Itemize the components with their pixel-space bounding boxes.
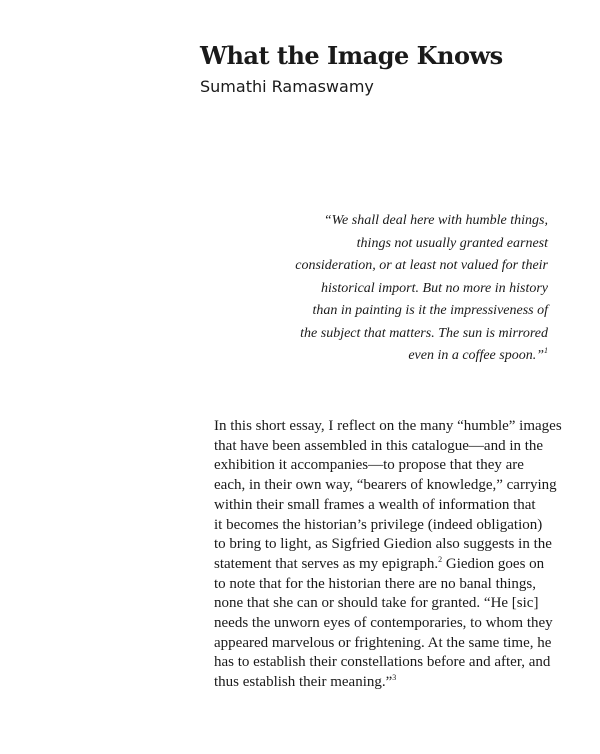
article-author: Sumathi Ramaswamy [200, 77, 374, 96]
body-line-segment: Giedion goes on [442, 555, 545, 572]
body-line: In this short essay, I reflect on the many “humble” images [214, 418, 562, 434]
footnote-ref-1: 1 [544, 346, 548, 355]
body-line: needs the unworn eyes of contemporaries, to whom they [214, 615, 553, 632]
body-line-segment: statement that serves as my epigraph. [214, 555, 439, 572]
epigraph-line: historical import. But no more in history [321, 280, 548, 296]
epigraph-line: “We shall deal here with humble things, [323, 213, 548, 228]
epigraph-line: things not usually granted earnest [356, 235, 548, 251]
epigraph-quote [248, 210, 548, 368]
epigraph-line: consideration, or at least not valued for their [295, 258, 548, 273]
epigraph-line: than in painting is it the impressiveness of [312, 303, 548, 318]
body-line: that have been assembled in this catalogue—and in the [214, 437, 544, 454]
body-line: appeared marvelous or frightening. At the same time, he [214, 634, 552, 651]
body-line: to bring to light, as Sigfried Giedion also suggests in the [214, 536, 552, 553]
body-line: to note that for the historian there are no banal things, [214, 575, 536, 592]
body-line: exhibition it accompanies—to propose that they are [214, 457, 524, 474]
body-line: it becomes the historian’s privilege (indeed obligation) [214, 516, 543, 533]
article-title: What the Image Knows [200, 41, 503, 70]
body-line: within their small frames a wealth of information that [214, 496, 536, 513]
body-last-line [214, 673, 554, 693]
body-line-with-footnote [214, 555, 554, 575]
epigraph-line: even in a coffee spoon.” [408, 348, 544, 363]
epigraph-last-line [248, 345, 548, 368]
body-line-segment: thus establish their meaning.” [214, 674, 393, 691]
footnote-ref-3: 3 [392, 673, 397, 683]
footnote-ref-2: 2 [438, 554, 443, 564]
body-paragraph [214, 417, 562, 693]
body-line: has to establish their constellations before and after, and [214, 654, 551, 671]
body-line: each, in their own way, “bearers of knowledge,” carrying [214, 477, 557, 494]
epigraph-line: the subject that matters. The sun is mirrored [300, 325, 548, 341]
body-line: none that she can or should take for granted. “He [sic] [214, 595, 539, 612]
